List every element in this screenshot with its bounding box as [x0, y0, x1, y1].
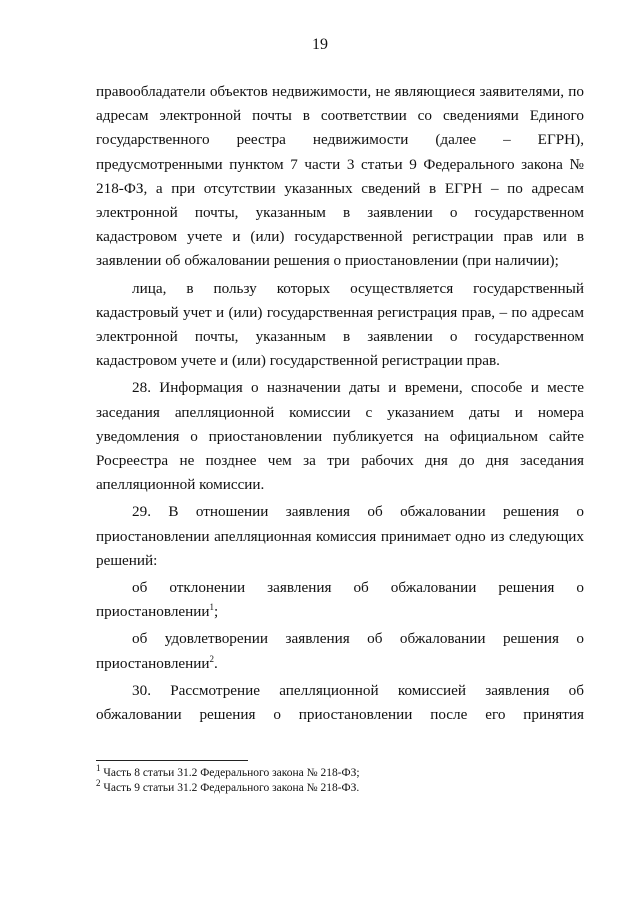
- page-number: 19: [312, 36, 328, 53]
- footnote-2-text: Часть 9 статьи 31.2 Федерального закона № 218-ФЗ.: [100, 782, 360, 794]
- footnote-marker-1: 1: [96, 763, 101, 774]
- footnotes: [96, 763, 584, 796]
- paragraph-rightholders: правообладатели объектов недвижимости, не являющиеся заявителями, по адресам электронной почты в соответствии со сведениями Единого государственного реестра недвижимости (далее – ЕГРН), предусмотренными пунктом 7 части 3 статьи 9 Федерального закона № 218-ФЗ, а при отсутствии указанных сведений в ЕГРН – по адресам электронной почты, указанным в заявлении о государственном кадастровом учете и (или) государственной регистрации прав или в заявлении об обжаловании решения о приостановлении (при наличии);: [96, 83, 584, 270]
- rejection-text: об отклонении заявления об обжаловании решения о приостановлении: [96, 579, 584, 621]
- paragraph-28: 28. Информация о назначении даты и времени, способе и месте заседания апелляционной комиссии с указанием даты и номера уведомления о приостановлении публикуется на официальном сайте Росреестра не позднее чем за три рабочих дня до дня заседания апелляционной комиссии.: [96, 379, 584, 494]
- footnote-separator: [96, 760, 248, 761]
- rejection-tail: ;: [214, 603, 219, 621]
- paragraph-satisfaction: [96, 627, 584, 675]
- footnote-marker-2: 2: [96, 778, 101, 789]
- paragraph-30: 30. Рассмотрение апелляционной комиссией заявления об обжаловании решения о приостановлении после его принятия: [96, 681, 584, 724]
- satisfaction-text: об удовлетворении заявления об обжаловании решения о приостановлении: [96, 630, 584, 672]
- footnote-2: [96, 778, 584, 796]
- paragraph-rejection: [96, 576, 584, 624]
- footnote-ref-2: 2: [209, 653, 215, 664]
- paragraph-persons: лица, в пользу которых осуществляется государственный кадастровый учет и (или) государственная регистрация прав, – по адресам электронной почты, указанным в заявлении о государственном кадастровом учете и (или) государственной регистрации прав.: [96, 279, 584, 370]
- footnote-1: [96, 763, 584, 781]
- footnote-ref-1: 1: [209, 602, 215, 613]
- document-body: [96, 80, 584, 727]
- paragraph-29: 29. В отношении заявления об обжаловании решения о приостановлении апелляционная комиссия принимает одно из следующих решений:: [96, 503, 584, 569]
- satisfaction-tail: .: [214, 654, 218, 672]
- footnote-1-text: Часть 8 статьи 31.2 Федерального закона № 218-ФЗ;: [100, 767, 360, 779]
